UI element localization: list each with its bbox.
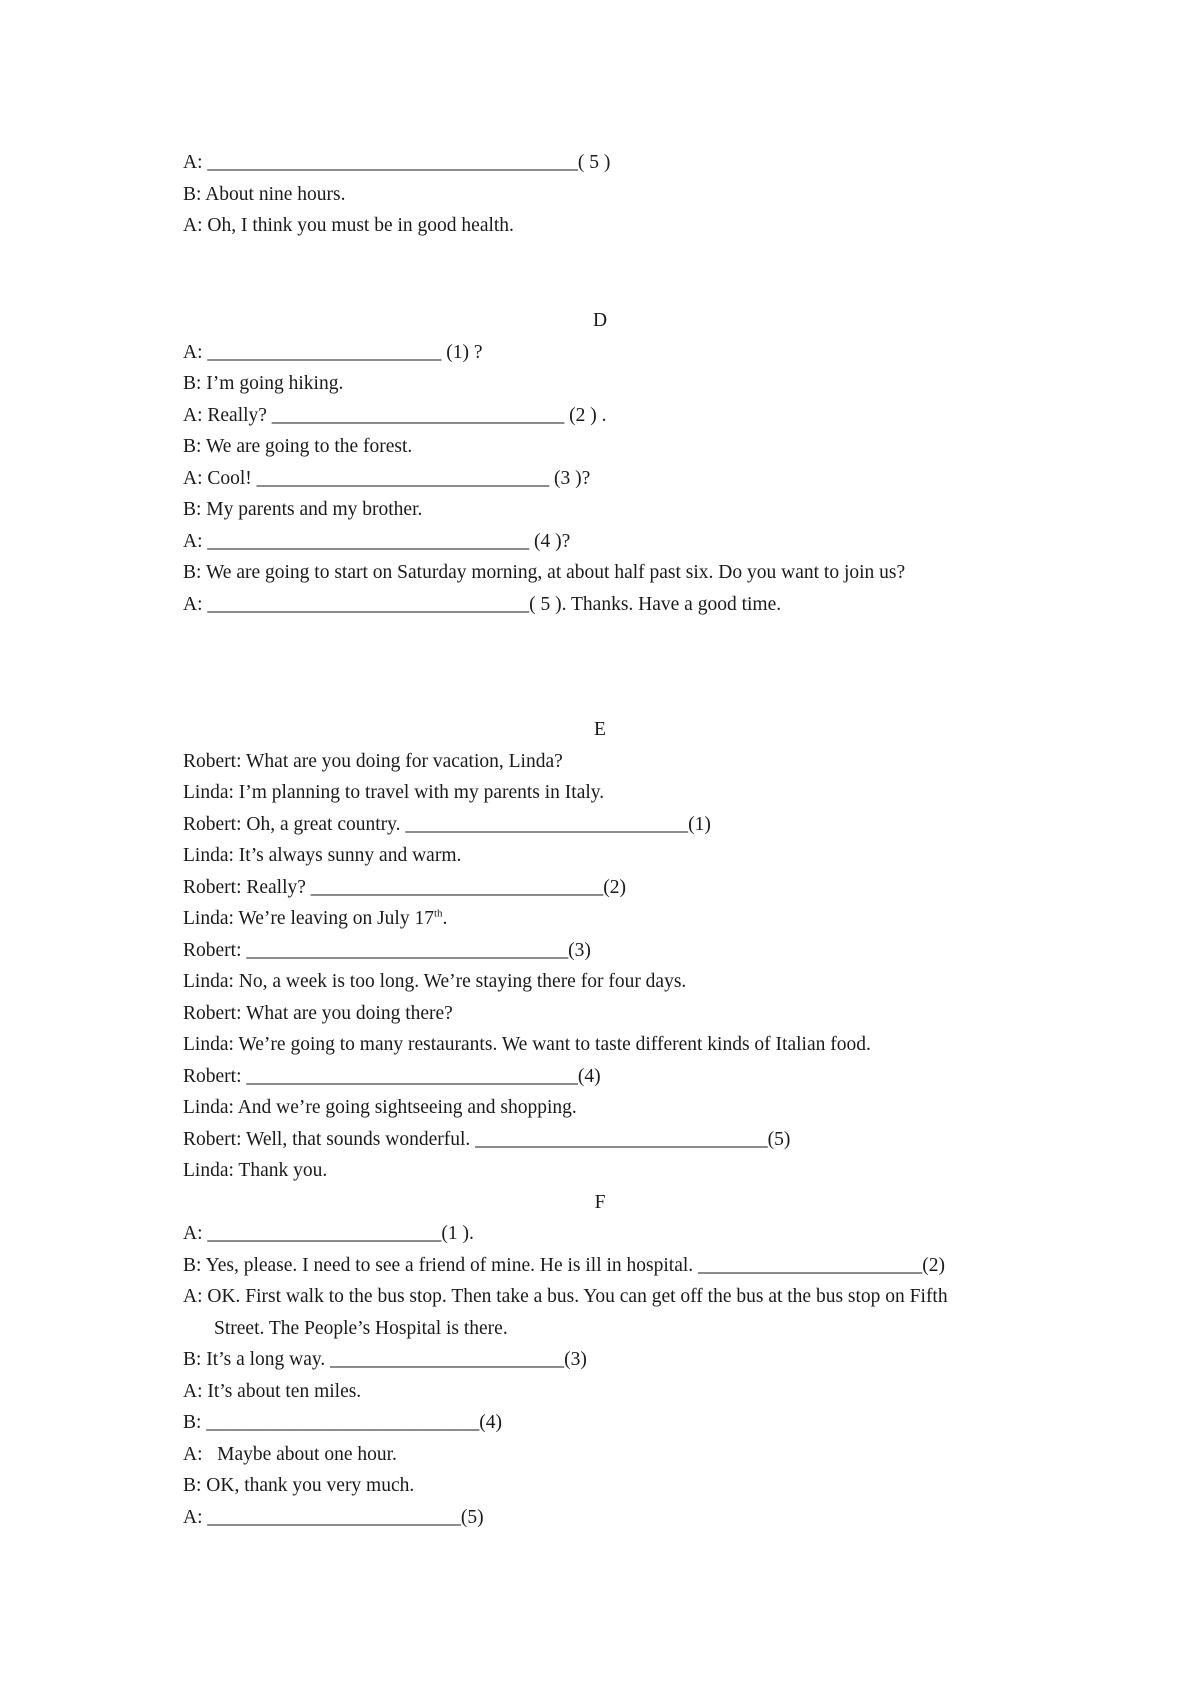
dialogue-line: A: ________________________ (1) ? [183,342,483,363]
dialogue-line: A: __________________________(5) [183,1507,484,1528]
dialogue-line: Linda: And we’re going sightseeing and shopping. [183,1097,577,1118]
dialogue-text: Linda: We’re leaving on July 17 [183,908,434,929]
dialogue-line: A: ______________________________________( 5 ) [183,152,611,173]
dialogue-line: B: I’m going hiking. [183,373,344,394]
dialogue-line: B: About nine hours. [183,184,346,205]
dialogue-line: A: Oh, I think you must be in good health. [183,215,514,236]
dialogue-line: Robert: Oh, a great country. _____________________________(1) [183,814,711,835]
dialogue-line [183,907,447,931]
dialogue-line: Robert: _________________________________(3) [183,940,591,961]
dialogue-line: A: _________________________________( 5 ). Thanks. Have a good time. [183,594,782,615]
section-heading-f: F [594,1192,606,1213]
dialogue-line: B: OK, thank you very much. [183,1475,415,1496]
dialogue-line: Linda: We’re going to many restaurants. We want to taste different kinds of Italian food. [183,1034,871,1055]
dialogue-line: A: Maybe about one hour. [183,1444,397,1465]
dialogue-line: Street. The People’s Hospital is there. [214,1318,508,1339]
dialogue-line: A: It’s about ten miles. [183,1381,362,1402]
dialogue-line: Robert: __________________________________(4) [183,1066,601,1087]
dialogue-text: . [442,908,448,929]
dialogue-line: A: Cool! ______________________________ (3 )? [183,468,591,489]
dialogue-line: A: OK. First walk to the bus stop. Then take a bus. You can get off the bus at the bus stop on Fifth [183,1286,948,1307]
dialogue-line: A: Really? ______________________________ (2 ) . [183,405,607,426]
dialogue-line: Linda: No, a week is too long. We’re staying there for four days. [183,971,687,992]
dialogue-line: A: ________________________(1 ). [183,1223,474,1244]
dialogue-line: B: We are going to the forest. [183,436,413,457]
dialogue-line: Robert: What are you doing for vacation, Linda? [183,751,563,772]
dialogue-line: Linda: It’s always sunny and warm. [183,845,462,866]
dialogue-line: Robert: What are you doing there? [183,1003,453,1024]
dialogue-line: B: ____________________________(4) [183,1412,503,1433]
dialogue-line: Robert: Really? ______________________________(2) [183,877,627,898]
section-heading-e: E [594,719,606,740]
dialogue-line: Linda: Thank you. [183,1160,328,1181]
dialogue-line: Robert: Well, that sounds wonderful. ______________________________(5) [183,1129,791,1150]
ordinal-superscript: th [433,907,443,920]
dialogue-line: Linda: I’m planning to travel with my parents in Italy. [183,782,605,803]
dialogue-line: B: My parents and my brother. [183,499,423,520]
dialogue-line: B: It’s a long way. ________________________(3) [183,1349,587,1370]
dialogue-line: A: _________________________________ (4 )? [183,531,571,552]
dialogue-line: B: Yes, please. I need to see a friend of mine. He is ill in hospital. _______________________(2) [183,1255,946,1276]
section-heading-d: D [592,310,608,331]
dialogue-line: B: We are going to start on Saturday morning, at about half past six. Do you want to join us? [183,562,906,583]
